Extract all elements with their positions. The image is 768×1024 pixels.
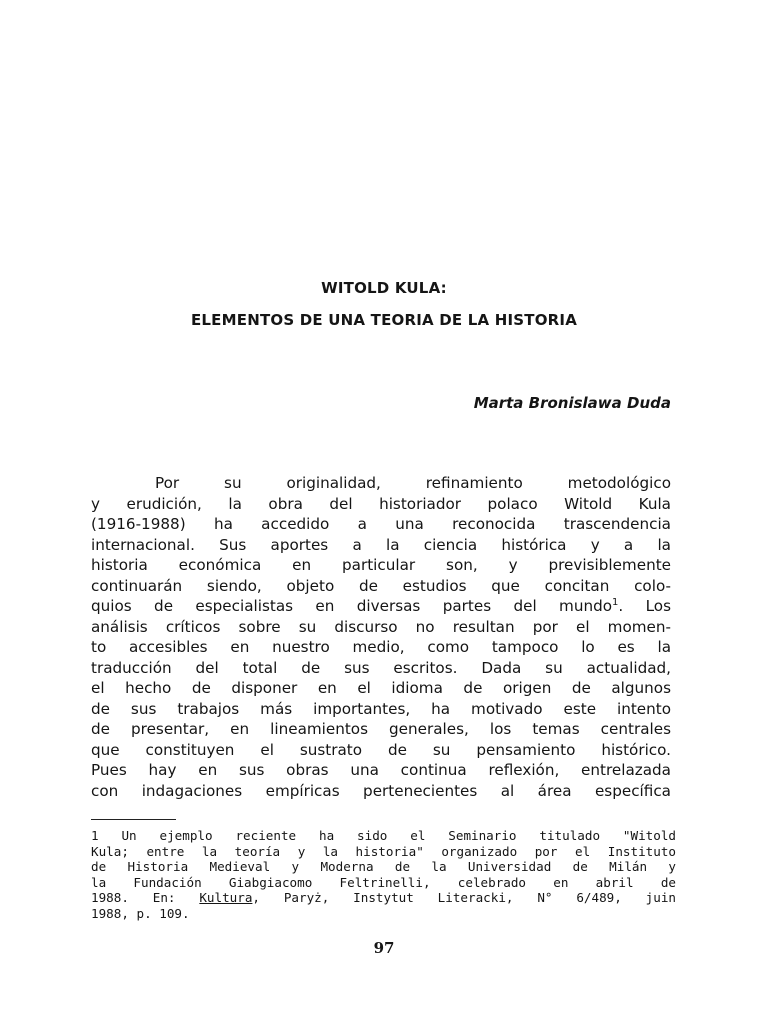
footnote-line bbox=[91, 890, 676, 906]
footnote-line: 1988, p. 109. bbox=[91, 905, 190, 921]
author-name: Marta Bronislawa Duda bbox=[473, 394, 671, 412]
footnote-line: la Fundación Giabgiacomo Feltrinelli, celebrado en abril de bbox=[91, 874, 676, 890]
footnote-line-tail: , Paryż, Instytut Literacki, N° 6/489, juin bbox=[252, 890, 676, 906]
page-number: 97 bbox=[373, 939, 395, 957]
body-line bbox=[91, 596, 671, 617]
body-line: y erudición, la obra del historiador polaco Witold Kula bbox=[91, 494, 671, 513]
body-line: Por su originalidad, refinamiento metodológico bbox=[155, 474, 671, 492]
body-line: que constituyen el sustrato de su pensamiento histórico. bbox=[91, 740, 671, 759]
footnote-line: Kula; entre la teoría y la historia" organizado por el Instituto bbox=[91, 843, 676, 859]
footnote-divider bbox=[91, 819, 176, 820]
footnotes bbox=[91, 828, 676, 922]
body-line: de presentar, en lineamientos generales, los temas centrales bbox=[91, 720, 671, 738]
article-title-line-1: WITOLD KULA: bbox=[321, 279, 447, 297]
body-line: (1916-1988) ha accedido a una reconocida trascendencia bbox=[91, 515, 671, 533]
body-line: to accesibles en nuestro medio, como tampoco lo es la bbox=[91, 638, 671, 656]
footnote-journal-title: Kultura bbox=[199, 890, 253, 906]
body-line-tail: . Los bbox=[618, 597, 671, 615]
footnote-line: de Historia Medieval y Moderna de la Universidad de Milán y bbox=[91, 859, 676, 875]
body-line: traducción del total de sus escritos. Dada su actualidad, bbox=[91, 658, 671, 677]
body-line: análisis críticos sobre su discurso no resultan por el momen- bbox=[91, 617, 671, 636]
body-line: historia económica en particular son, y previsiblemente bbox=[91, 556, 671, 574]
body-line: internacional. Sus aportes a la ciencia histórica y a la bbox=[91, 535, 671, 554]
body-line: con indagaciones empíricas pertenecientes al área específica bbox=[91, 781, 671, 800]
footnote-line: 1 Un ejemplo reciente ha sido el Seminario titulado "Witold bbox=[91, 828, 676, 843]
article-title-line-2: ELEMENTOS DE UNA TEORIA DE LA HISTORIA bbox=[190, 311, 578, 329]
body-line: Pues hay en sus obras una continua reflexión, entrelazada bbox=[91, 761, 671, 779]
footnote-marker[interactable]: 1 bbox=[612, 596, 619, 608]
body-line: el hecho de disponer en el idioma de origen de algunos bbox=[91, 679, 671, 697]
body-line: de sus trabajos más importantes, ha motivado este intento bbox=[91, 699, 671, 718]
body-line-text: quios de especialistas en diversas partes del mundo bbox=[91, 597, 613, 615]
footnote-line-start: 1988. En: bbox=[91, 890, 200, 906]
body-line: continuarán siendo, objeto de estudios que concitan colo- bbox=[91, 576, 671, 595]
body-text bbox=[91, 473, 671, 801]
